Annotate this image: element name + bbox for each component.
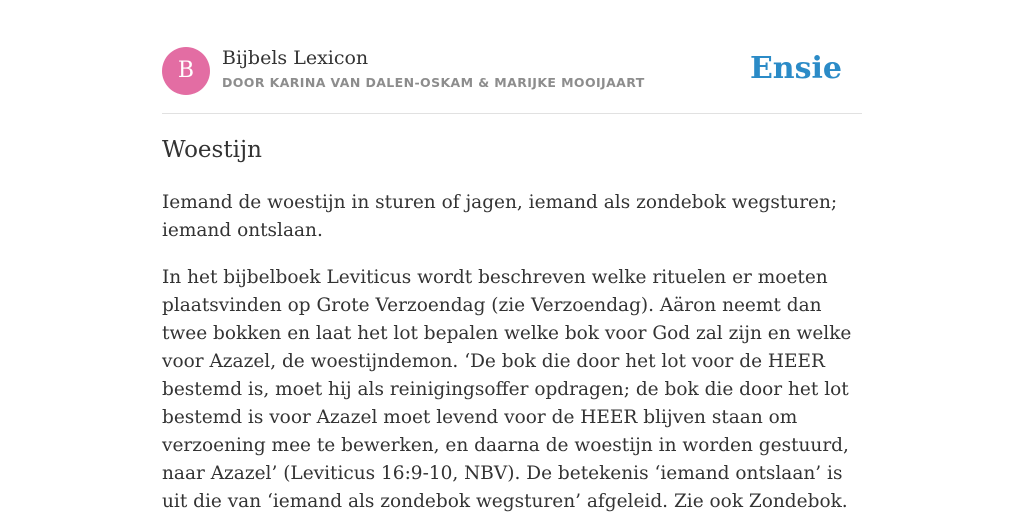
book-title[interactable]: Bijbels Lexicon <box>222 47 369 69</box>
entry-paragraph: In het bijbelboek Leviticus wordt beschreven welke rituelen er moeten plaatsvinden op Grote Verzoendag (zie Verzoendag). Aäron neemt dan twee bokken en laat het lot bepalen welke bok voor God zal zijn en welke voor Azazel, de woestijndemon. ‘De bok die door het lot voor de HEER bestemd is, moet hij als reinigingsoffer opdragen; de bok die door het lot bestemd is voor Azazel moet levend voor de HEER blijven staan om verzoening mee te bewerken, en daarna de woestijn in worden gestuurd, naar Azazel’ (Leviticus 16:9-10, NBV). De betekenis ‘iemand ontslaan’ is uit die van ‘iemand als zondebok wegsturen’ afgeleid. Zie ook Zondebok. <box>162 267 852 512</box>
entry-title: Woestijn <box>162 137 262 163</box>
book-authors: DOOR KARINA VAN DALEN-OSKAM & MARIJKE MOOIJAART <box>222 75 645 90</box>
header <box>162 46 862 96</box>
entry-paragraph: Iemand de woestijn in sturen of jagen, iemand als zondebok wegsturen; iemand ontslaan. <box>162 192 838 241</box>
ensie-logo[interactable]: Ensie <box>749 51 842 86</box>
book-avatar[interactable]: B <box>162 47 210 95</box>
entry-content <box>162 189 868 512</box>
header-divider <box>162 113 862 114</box>
